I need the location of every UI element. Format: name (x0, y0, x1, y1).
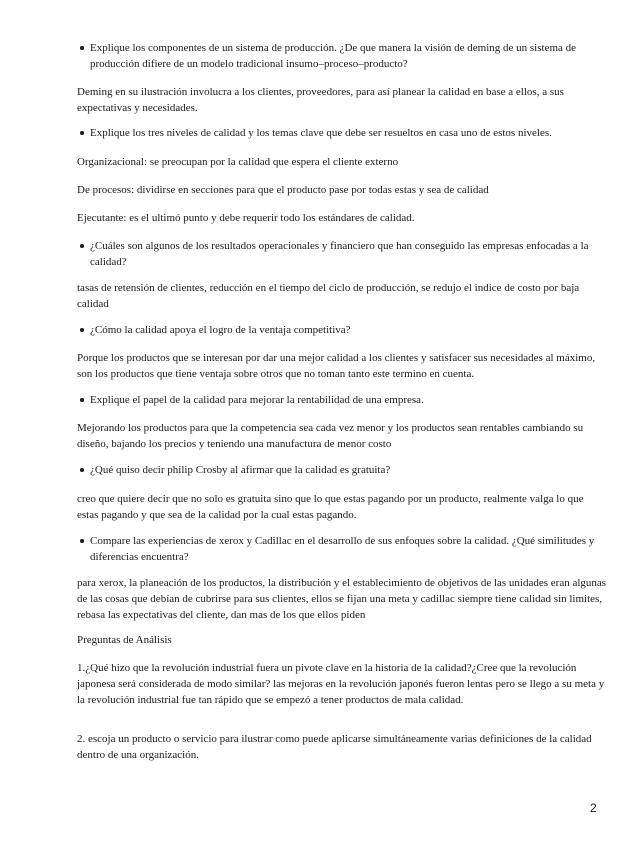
answer-paragraph: Mejorando los productos para que la competencia sea cada vez menor y los productos sean rentables cambiando su diseño, bajando los precios y teniendo una manufactura de menor costo (77, 422, 584, 450)
bullet-icon (80, 468, 84, 472)
answer-paragraph: para xerox, la planeación de los productos, la distribución y el establecimiento de objetivos de las unidades eran algunas de las cosas que debían de cubrirse para sus clientes, ellos se fijan una meta y cadillac siempre tiene calidad sin limites, rebasa las expectativas del cliente, dan mas de los que ellos piden (77, 577, 607, 621)
section-heading: Preguntas de Análisis (77, 634, 172, 646)
bullet-icon (80, 398, 84, 402)
question-bullet: ¿Qué quiso decir philip Crosby al afirmar que la calidad es gratuita? (80, 462, 610, 478)
bullet-icon (80, 244, 84, 248)
bullet-icon (80, 539, 84, 543)
answer-paragraph: creo que quiere decir que no solo es gratuita sino que lo que estas pagando por un producto, realmente valga lo que estas pagando y que sea de la calidad por la cual estas pagando. (77, 493, 584, 521)
answer-paragraph: 2. escoja un producto o servicio para ilustrar como puede aplicarse simultáneamente varias definiciones de la calidad dentro de una organización. (77, 733, 592, 761)
answer-paragraph: Deming en su ilustración involucra a los clientes, proveedores, para así planear la calidad en base a ellos, a sus expectativas y necesidades. (77, 86, 564, 114)
answer-paragraph: Ejecutante: es el ultimó punto y debe requerir todo los estándares de calidad. (77, 212, 415, 224)
question-bullet: Explique el papel de la calidad para mejorar la rentabilidad de una empresa. (80, 392, 610, 408)
bullet-icon (80, 131, 84, 135)
question-bullet: Explique los tres niveles de calidad y los temas clave que debe ser resueltos en casa uno de estos niveles. (80, 125, 610, 141)
page-number: 2 (590, 801, 597, 815)
bullet-icon (80, 328, 84, 332)
question-bullet: ¿Cómo la calidad apoya el logro de la ventaja competitiva? (80, 322, 610, 338)
answer-paragraph: tasas de retensión de clientes, reducción en el tiempo del ciclo de producción, se redujo el indice de costo por baja calidad (77, 282, 580, 310)
question-bullet: Explique los componentes de un sistema de producción. ¿De que manera la visión de deming de un sistema de producción difiere de un modelo tradicional insumo–proceso–producto? (80, 40, 610, 72)
question-bullet: Compare las experiencias de xerox y Cadillac en el desarrollo de sus enfoques sobre la calidad. ¿Qué similitudes y diferencias encuentra? (80, 533, 610, 565)
answer-paragraph: 1.¿Qué hizo que la revolución industrial fuera un pivote clave en la historia de la calidad?¿Cree que la revolución japonesa será considerada de modo similar? las mejoras en la revolución japonés fueron lentas pero se llego a su meta y la revolución industrial fue tan rápido que se empezó a tener productos de mala calidad. (77, 662, 605, 706)
question-bullet: ¿Cuáles son algunos de los resultados operacionales y financiero que han conseguido las empresas enfocadas a la calidad? (80, 238, 610, 270)
bullet-icon (80, 46, 84, 50)
answer-paragraph: Organizacional: se preocupan por la calidad que espera el cliente externo (77, 156, 399, 168)
answer-paragraph: Porque los productos que se interesan por dar una mejor calidad a los clientes y satisfacer sus necesidades al máximo, son los productos que tiene ventaja sobre otros que no toman tanto este termino en cuenta. (77, 352, 596, 380)
answer-paragraph: De procesos: dividirse en secciones para que el producto pase por todas estas y sea de calidad (77, 184, 489, 196)
